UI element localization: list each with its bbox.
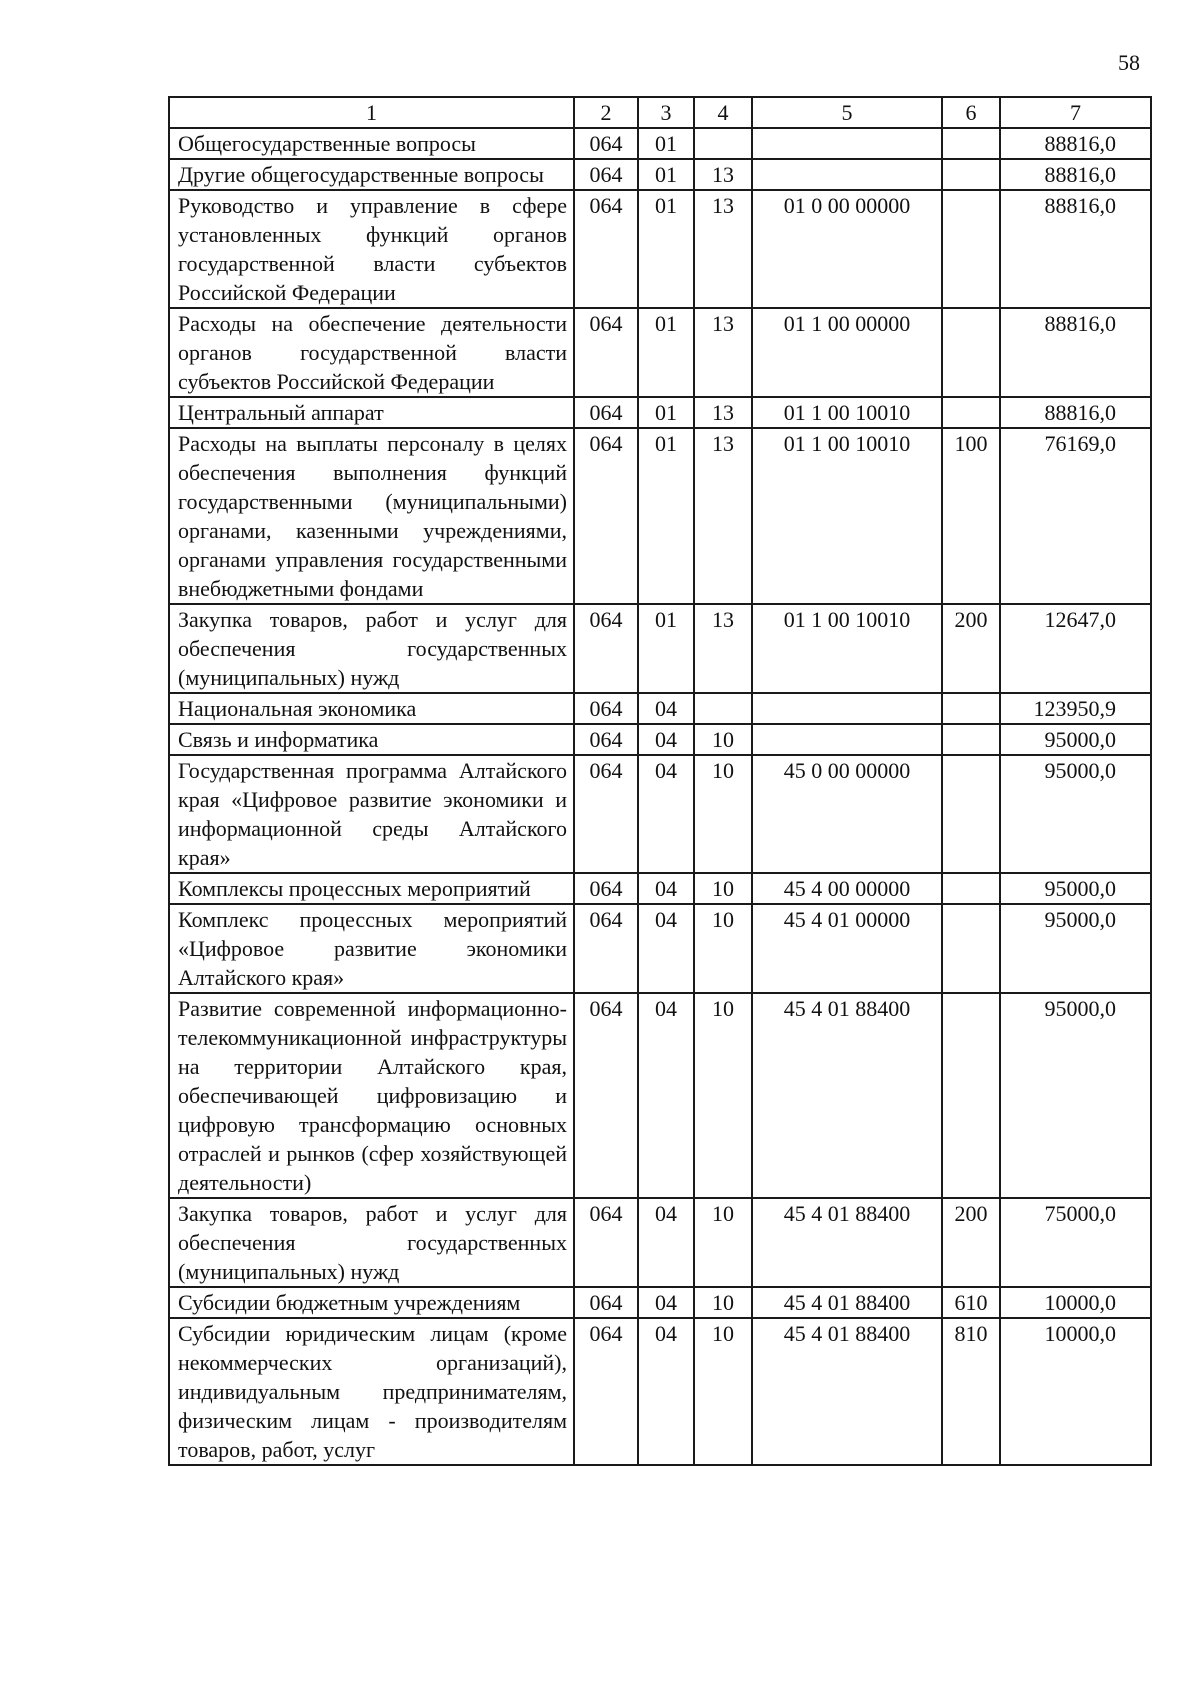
cell-name: Национальная экономика (169, 693, 574, 724)
table-row (169, 1318, 1151, 1465)
cell-target-article: 45 4 01 88400 (752, 1318, 942, 1465)
cell-subsection: 13 (694, 428, 752, 604)
column-header: 2 (574, 97, 638, 128)
cell-target-article (752, 693, 942, 724)
column-header: 4 (694, 97, 752, 128)
table-row (169, 604, 1151, 693)
cell-section: 04 (638, 693, 694, 724)
cell-admin-code: 064 (574, 904, 638, 993)
cell-admin-code: 064 (574, 190, 638, 308)
cell-name: Общегосударственные вопросы (169, 128, 574, 159)
table-row (169, 128, 1151, 159)
table-row (169, 873, 1151, 904)
table-header (169, 97, 1151, 128)
cell-target-article: 45 4 01 88400 (752, 1287, 942, 1318)
cell-section: 04 (638, 1287, 694, 1318)
cell-admin-code: 064 (574, 604, 638, 693)
cell-admin-code: 064 (574, 1318, 638, 1465)
cell-section: 04 (638, 1318, 694, 1465)
page-number: 58 (1118, 50, 1140, 75)
budget-table (168, 96, 1152, 1466)
cell-name: Развитие современной информационно-телекоммуникационной инфраструктуры на территории Алтайского края, обеспечивающей цифровизацию и цифровую трансформацию основных отраслей и рынков (сфер хозяйствующей деятельности) (169, 993, 574, 1198)
table-body (169, 128, 1151, 1465)
cell-expense-type: 610 (942, 1287, 1000, 1318)
cell-subsection (694, 693, 752, 724)
cell-name: Субсидии юридическим лицам (кроме некоммерческих организаций), индивидуальным предпринимателям, физическим лицам - производителям товаров, работ, услуг (169, 1318, 574, 1465)
cell-subsection: 13 (694, 190, 752, 308)
cell-subsection: 13 (694, 308, 752, 397)
cell-admin-code: 064 (574, 724, 638, 755)
cell-subsection: 10 (694, 724, 752, 755)
cell-expense-type (942, 904, 1000, 993)
table-row (169, 724, 1151, 755)
cell-expense-type (942, 755, 1000, 873)
cell-expense-type (942, 128, 1000, 159)
table-row (169, 755, 1151, 873)
cell-expense-type: 100 (942, 428, 1000, 604)
cell-target-article: 01 1 00 00000 (752, 308, 942, 397)
cell-admin-code: 064 (574, 397, 638, 428)
cell-amount: 95000,0 (1000, 904, 1151, 993)
column-header: 6 (942, 97, 1000, 128)
cell-expense-type (942, 308, 1000, 397)
cell-amount: 95000,0 (1000, 873, 1151, 904)
column-header: 7 (1000, 97, 1151, 128)
cell-section: 04 (638, 1198, 694, 1287)
cell-amount: 10000,0 (1000, 1287, 1151, 1318)
table-row (169, 159, 1151, 190)
cell-target-article: 01 1 00 10010 (752, 397, 942, 428)
cell-section: 04 (638, 993, 694, 1198)
cell-amount: 76169,0 (1000, 428, 1151, 604)
cell-subsection: 13 (694, 604, 752, 693)
cell-subsection: 10 (694, 755, 752, 873)
cell-target-article: 45 0 00 00000 (752, 755, 942, 873)
table-row (169, 1198, 1151, 1287)
cell-expense-type (942, 873, 1000, 904)
cell-subsection: 10 (694, 1198, 752, 1287)
cell-amount: 10000,0 (1000, 1318, 1151, 1465)
cell-expense-type: 810 (942, 1318, 1000, 1465)
column-header: 3 (638, 97, 694, 128)
cell-target-article: 01 0 00 00000 (752, 190, 942, 308)
cell-admin-code: 064 (574, 1198, 638, 1287)
column-header: 5 (752, 97, 942, 128)
cell-section: 04 (638, 724, 694, 755)
table-row (169, 397, 1151, 428)
cell-subsection: 13 (694, 159, 752, 190)
cell-admin-code: 064 (574, 428, 638, 604)
cell-target-article (752, 159, 942, 190)
column-header: 1 (169, 97, 574, 128)
table-row (169, 693, 1151, 724)
cell-subsection: 10 (694, 993, 752, 1198)
cell-admin-code: 064 (574, 159, 638, 190)
cell-name: Другие общегосударственные вопросы (169, 159, 574, 190)
table-row (169, 190, 1151, 308)
cell-expense-type (942, 190, 1000, 308)
table-row (169, 308, 1151, 397)
cell-subsection: 10 (694, 873, 752, 904)
cell-admin-code: 064 (574, 1287, 638, 1318)
cell-section: 01 (638, 397, 694, 428)
table-row (169, 993, 1151, 1198)
cell-section: 01 (638, 159, 694, 190)
cell-expense-type (942, 397, 1000, 428)
cell-section: 01 (638, 604, 694, 693)
cell-name: Расходы на обеспечение деятельности органов государственной власти субъектов Российской Федерации (169, 308, 574, 397)
cell-amount: 95000,0 (1000, 755, 1151, 873)
cell-admin-code: 064 (574, 693, 638, 724)
cell-name: Руководство и управление в сфере установленных функций органов государственной власти субъектов Российской Федерации (169, 190, 574, 308)
cell-expense-type (942, 993, 1000, 1198)
cell-name: Связь и информатика (169, 724, 574, 755)
cell-amount: 88816,0 (1000, 128, 1151, 159)
cell-section: 01 (638, 428, 694, 604)
cell-section: 04 (638, 904, 694, 993)
cell-expense-type (942, 693, 1000, 724)
cell-section: 01 (638, 308, 694, 397)
cell-subsection: 10 (694, 1318, 752, 1465)
table-row (169, 1287, 1151, 1318)
cell-subsection (694, 128, 752, 159)
cell-name: Комплекс процессных мероприятий «Цифровое развитие экономики Алтайского края» (169, 904, 574, 993)
cell-amount: 88816,0 (1000, 190, 1151, 308)
table-row (169, 904, 1151, 993)
cell-name: Государственная программа Алтайского края «Цифровое развитие экономики и информационной среды Алтайского края» (169, 755, 574, 873)
cell-admin-code: 064 (574, 755, 638, 873)
cell-target-article: 01 1 00 10010 (752, 604, 942, 693)
cell-target-article: 45 4 01 00000 (752, 904, 942, 993)
cell-subsection: 13 (694, 397, 752, 428)
cell-target-article (752, 724, 942, 755)
cell-admin-code: 064 (574, 128, 638, 159)
cell-expense-type (942, 724, 1000, 755)
cell-section: 04 (638, 873, 694, 904)
cell-admin-code: 064 (574, 873, 638, 904)
cell-subsection: 10 (694, 904, 752, 993)
cell-expense-type: 200 (942, 604, 1000, 693)
cell-target-article: 45 4 01 88400 (752, 1198, 942, 1287)
cell-section: 04 (638, 755, 694, 873)
cell-name: Расходы на выплаты персоналу в целях обеспечения выполнения функций государственными (муниципальными) органами, казенными учреждениями, органами управления государственными внебюджетными фондами (169, 428, 574, 604)
cell-section: 01 (638, 128, 694, 159)
cell-amount: 75000,0 (1000, 1198, 1151, 1287)
cell-admin-code: 064 (574, 993, 638, 1198)
cell-amount: 88816,0 (1000, 308, 1151, 397)
cell-name: Закупка товаров, работ и услуг для обеспечения государственных (муниципальных) нужд (169, 604, 574, 693)
cell-amount: 95000,0 (1000, 993, 1151, 1198)
cell-admin-code: 064 (574, 308, 638, 397)
table-row (169, 428, 1151, 604)
cell-name: Закупка товаров, работ и услуг для обеспечения государственных (муниципальных) нужд (169, 1198, 574, 1287)
cell-amount: 95000,0 (1000, 724, 1151, 755)
cell-subsection: 10 (694, 1287, 752, 1318)
cell-amount: 88816,0 (1000, 159, 1151, 190)
cell-expense-type: 200 (942, 1198, 1000, 1287)
cell-amount: 88816,0 (1000, 397, 1151, 428)
cell-name: Субсидии бюджетным учреждениям (169, 1287, 574, 1318)
header-row (169, 97, 1151, 128)
cell-target-article (752, 128, 942, 159)
cell-name: Комплексы процессных мероприятий (169, 873, 574, 904)
cell-target-article: 45 4 00 00000 (752, 873, 942, 904)
cell-section: 01 (638, 190, 694, 308)
cell-target-article: 01 1 00 10010 (752, 428, 942, 604)
cell-amount: 123950,9 (1000, 693, 1151, 724)
cell-expense-type (942, 159, 1000, 190)
cell-amount: 12647,0 (1000, 604, 1151, 693)
cell-name: Центральный аппарат (169, 397, 574, 428)
cell-target-article: 45 4 01 88400 (752, 993, 942, 1198)
